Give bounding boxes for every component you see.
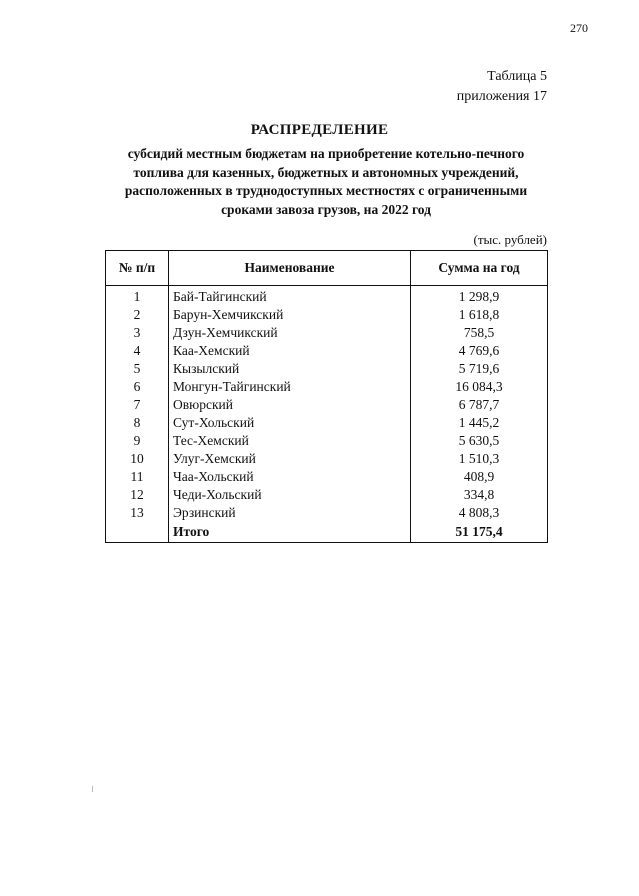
table-row xyxy=(106,396,548,414)
row-number: 5 xyxy=(106,360,169,378)
row-name: Кызылский xyxy=(169,360,411,378)
table-header-row xyxy=(106,251,548,286)
row-number: 12 xyxy=(106,486,169,504)
row-sum: 1 445,2 xyxy=(411,414,548,432)
row-sum: 334,8 xyxy=(411,486,548,504)
header-name: Наименование xyxy=(169,251,411,286)
document-title: РАСПРЕДЕЛЕНИЕ xyxy=(250,122,389,138)
subtitle-line: субсидий местным бюджетам на приобретение котельно-печного xyxy=(127,146,525,161)
row-sum: 4 808,3 xyxy=(411,504,548,522)
row-sum: 16 084,3 xyxy=(411,378,548,396)
table-row xyxy=(106,486,548,504)
row-name: Чаа-Хольский xyxy=(169,468,411,486)
row-name: Дзун-Хемчикский xyxy=(169,324,411,342)
row-name: Каа-Хемский xyxy=(169,342,411,360)
appendix-number: приложения 17 xyxy=(456,89,547,104)
table-row xyxy=(106,378,548,396)
row-number: 2 xyxy=(106,306,169,324)
row-number: 10 xyxy=(106,450,169,468)
row-number: 13 xyxy=(106,504,169,522)
table-row xyxy=(106,468,548,486)
table-row xyxy=(106,432,548,450)
subsidy-table xyxy=(105,250,548,543)
appendix-reference xyxy=(457,67,547,107)
total-row xyxy=(106,522,548,543)
table-row xyxy=(106,342,548,360)
row-number: 3 xyxy=(106,324,169,342)
row-number: 11 xyxy=(106,468,169,486)
row-sum: 758,5 xyxy=(411,324,548,342)
row-sum: 6 787,7 xyxy=(411,396,548,414)
table-row xyxy=(106,414,548,432)
table-row xyxy=(106,324,548,342)
row-number: 4 xyxy=(106,342,169,360)
subtitle-line: сроками завоза грузов, на 2022 год xyxy=(221,201,431,217)
row-name: Овюрский xyxy=(169,396,411,414)
header-number: № п/п xyxy=(106,251,169,286)
row-number: 9 xyxy=(106,432,169,450)
row-sum: 4 769,6 xyxy=(411,342,548,360)
row-number: 1 xyxy=(106,286,169,307)
total-label: Итого xyxy=(169,522,411,543)
row-sum: 5 719,6 xyxy=(411,360,548,378)
page-number: 270 xyxy=(570,21,588,35)
row-sum: 1 618,8 xyxy=(411,306,548,324)
subtitle-line: расположенных в труднодоступных местностях с ограниченными xyxy=(124,183,528,199)
table-row xyxy=(106,306,548,324)
total-number xyxy=(106,522,169,543)
row-number: 7 xyxy=(106,396,169,414)
table-row xyxy=(106,504,548,522)
row-sum: 408,9 xyxy=(411,468,548,486)
row-name: Чеди-Хольский xyxy=(169,486,411,504)
table-number: Таблица 5 xyxy=(487,69,547,84)
subtitle-line: топлива для казенных, бюджетных и автономных учреждений, xyxy=(133,164,519,180)
total-sum: 51 175,4 xyxy=(411,522,548,543)
table-row xyxy=(106,286,548,307)
row-name: Тес-Хемский xyxy=(169,432,411,450)
row-name: Улуг-Хемский xyxy=(169,450,411,468)
row-sum: 1 298,9 xyxy=(411,286,548,307)
row-name: Эрзинский xyxy=(169,504,411,522)
row-name: Барун-Хемчикский xyxy=(169,306,411,324)
units-label: (тыс. рублей) xyxy=(473,232,547,247)
row-name: Монгун-Тайгинский xyxy=(169,378,411,396)
table-row xyxy=(106,360,548,378)
row-number: 8 xyxy=(106,414,169,432)
row-name: Бай-Тайгинский xyxy=(169,286,411,307)
document-subtitle xyxy=(105,145,547,219)
row-name: Сут-Хольский xyxy=(169,414,411,432)
row-number: 6 xyxy=(106,378,169,396)
table-row xyxy=(106,450,548,468)
header-sum: Сумма на год xyxy=(411,251,548,286)
row-sum: 5 630,5 xyxy=(411,432,548,450)
row-sum: 1 510,3 xyxy=(411,450,548,468)
scan-margin-mark xyxy=(92,786,93,792)
